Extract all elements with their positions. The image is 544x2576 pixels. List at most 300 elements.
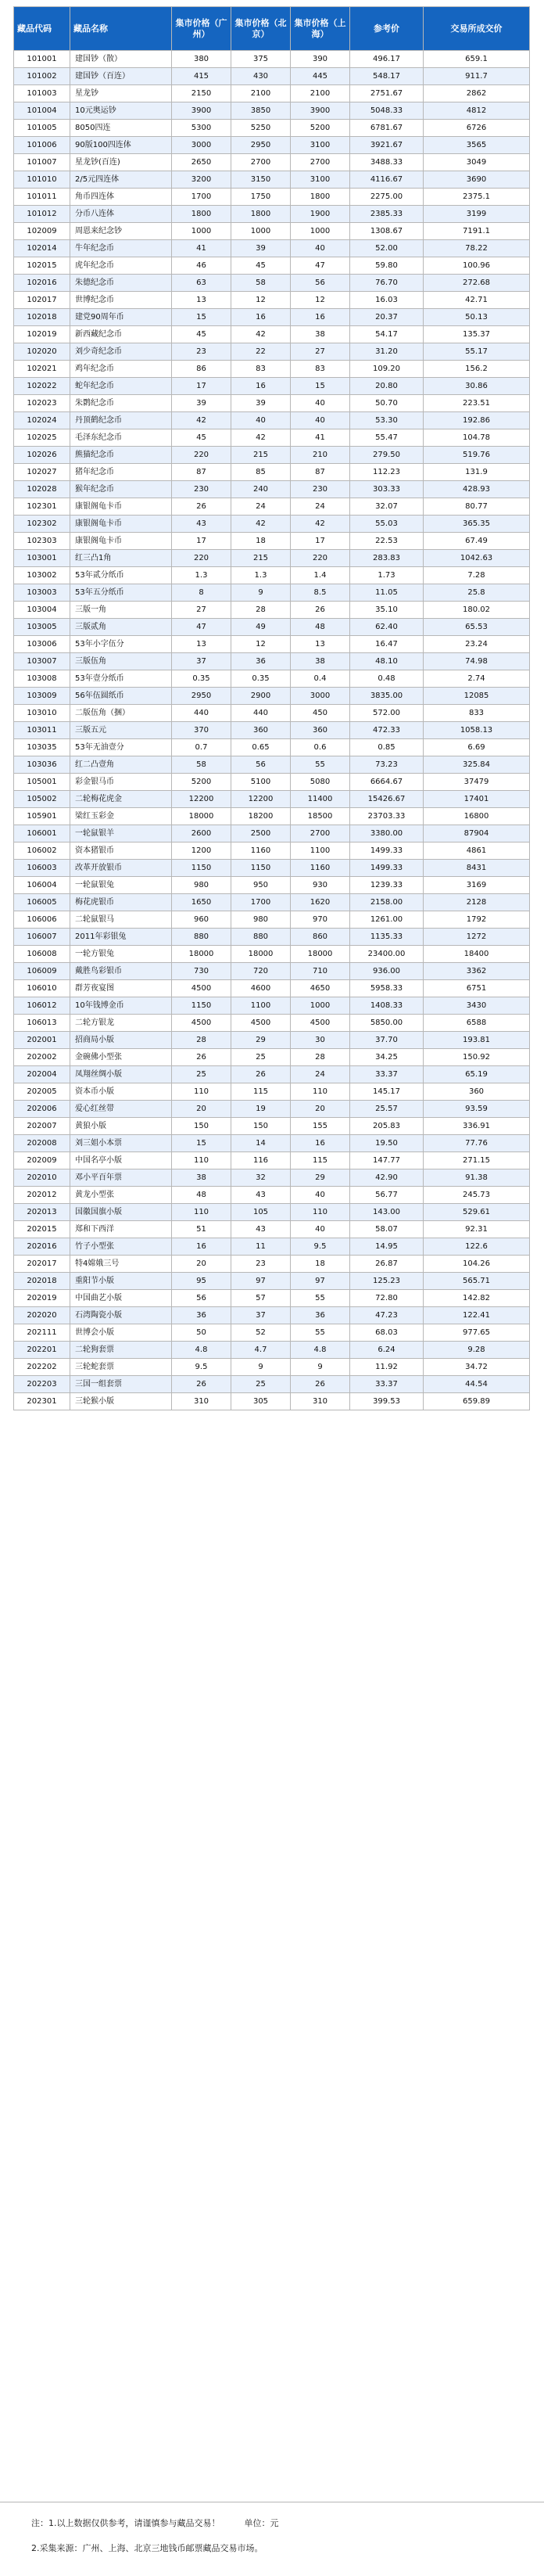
table-row	[14, 722, 530, 739]
cell-price-beijing: 3150	[231, 171, 291, 189]
cell-price-guangzhou: 13	[172, 636, 231, 653]
cell-price-guangzhou: 380	[172, 51, 231, 68]
cell-code: 202017	[14, 1256, 70, 1273]
cell-price-shanghai: 29	[291, 1169, 350, 1187]
cell-price-guangzhou: 3200	[172, 171, 231, 189]
cell-price-beijing: 42	[231, 429, 291, 447]
table-row	[14, 653, 530, 670]
cell-price-guangzhou: 3900	[172, 102, 231, 120]
cell-name: 熊猫纪念币	[70, 447, 172, 464]
cell-exchange-price: 9.28	[424, 1342, 530, 1359]
cell-price-guangzhou: 2650	[172, 154, 231, 171]
cell-code: 106012	[14, 997, 70, 1015]
cell-price-shanghai: 13	[291, 636, 350, 653]
cell-price-guangzhou: 230	[172, 481, 231, 498]
cell-exchange-price: 122.6	[424, 1238, 530, 1256]
table-row	[14, 326, 530, 343]
table-row	[14, 447, 530, 464]
note-disclaimer	[31, 2517, 279, 2529]
cell-code: 202007	[14, 1118, 70, 1135]
cell-reference-price: 34.25	[350, 1049, 424, 1066]
cell-price-beijing: 215	[231, 447, 291, 464]
table-row	[14, 412, 530, 429]
cell-price-beijing: 42	[231, 326, 291, 343]
cell-exchange-price: 428.93	[424, 481, 530, 498]
cell-name: 周恩来纪念钞	[70, 223, 172, 240]
cell-name: 邓小平百年票	[70, 1169, 172, 1187]
table-row	[14, 1187, 530, 1204]
cell-name: 黄龙小型张	[70, 1187, 172, 1204]
table-row	[14, 602, 530, 619]
cell-price-guangzhou: 41	[172, 240, 231, 257]
cell-code: 103009	[14, 688, 70, 705]
cell-reference-price: 33.37	[350, 1066, 424, 1083]
cell-price-guangzhou: 1200	[172, 842, 231, 860]
cell-name: 爱心红丝带	[70, 1101, 172, 1118]
cell-exchange-price: 4861	[424, 842, 530, 860]
cell-reference-price: 20.37	[350, 309, 424, 326]
cell-reference-price: 1308.67	[350, 223, 424, 240]
cell-code: 202002	[14, 1049, 70, 1066]
table-row	[14, 1015, 530, 1032]
cell-name: 郑和下西洋	[70, 1221, 172, 1238]
cell-price-guangzhou: 0.7	[172, 739, 231, 756]
cell-exchange-price: 6751	[424, 980, 530, 997]
cell-price-beijing: 1150	[231, 860, 291, 877]
table-row	[14, 1256, 530, 1273]
cell-price-beijing: 18000	[231, 946, 291, 963]
cell-exchange-price: 77.76	[424, 1135, 530, 1152]
cell-name: 康银阁龟卡币	[70, 533, 172, 550]
cell-name: 丹顶鹤纪念币	[70, 412, 172, 429]
cell-exchange-price: 74.98	[424, 653, 530, 670]
table-row	[14, 51, 530, 68]
cell-exchange-price: 3362	[424, 963, 530, 980]
cell-code: 103007	[14, 653, 70, 670]
cell-price-beijing: 28	[231, 602, 291, 619]
cell-name: 群芳夜宴图	[70, 980, 172, 997]
cell-price-guangzhou: 220	[172, 550, 231, 567]
cell-name: 康银阁龟卡币	[70, 498, 172, 516]
cell-code: 102021	[14, 361, 70, 378]
cell-exchange-price: 659.1	[424, 51, 530, 68]
table-row	[14, 619, 530, 636]
cell-code: 101010	[14, 171, 70, 189]
cell-exchange-price: 7191.1	[424, 223, 530, 240]
cell-exchange-price: 245.73	[424, 1187, 530, 1204]
table-row	[14, 705, 530, 722]
cell-reference-price: 2275.00	[350, 189, 424, 206]
cell-exchange-price: 1042.63	[424, 550, 530, 567]
cell-price-beijing: 37	[231, 1307, 291, 1324]
cell-price-beijing: 14	[231, 1135, 291, 1152]
cell-exchange-price: 135.37	[424, 326, 530, 343]
cell-code: 101012	[14, 206, 70, 223]
cell-price-beijing: 2950	[231, 137, 291, 154]
cell-code: 101005	[14, 120, 70, 137]
cell-reference-price: 59.80	[350, 257, 424, 275]
cell-name: 建国钞（散）	[70, 51, 172, 68]
table-row	[14, 1032, 530, 1049]
cell-price-beijing: 16	[231, 378, 291, 395]
cell-price-guangzhou: 4500	[172, 1015, 231, 1032]
table-row	[14, 550, 530, 567]
cell-code: 202008	[14, 1135, 70, 1152]
cell-exchange-price: 2375.1	[424, 189, 530, 206]
cell-exchange-price: 1058.13	[424, 722, 530, 739]
table-row	[14, 670, 530, 688]
cell-name: 资本币小版	[70, 1083, 172, 1101]
cell-exchange-price: 180.02	[424, 602, 530, 619]
cell-code: 103002	[14, 567, 70, 584]
cell-reference-price: 147.77	[350, 1152, 424, 1169]
cell-reference-price: 3380.00	[350, 825, 424, 842]
cell-price-guangzhou: 310	[172, 1393, 231, 1410]
header-price-shanghai: 集市价格（上海）	[291, 7, 350, 51]
cell-price-shanghai: 3100	[291, 137, 350, 154]
cell-code: 202301	[14, 1393, 70, 1410]
table-row	[14, 516, 530, 533]
cell-code: 202018	[14, 1273, 70, 1290]
cell-code: 102022	[14, 378, 70, 395]
table-row	[14, 808, 530, 825]
cell-price-guangzhou: 8	[172, 584, 231, 602]
cell-reference-price: 50.70	[350, 395, 424, 412]
cell-price-shanghai: 0.6	[291, 739, 350, 756]
table-row	[14, 584, 530, 602]
cell-price-guangzhou: 45	[172, 429, 231, 447]
cell-exchange-price: 17401	[424, 791, 530, 808]
cell-code: 103001	[14, 550, 70, 567]
cell-reference-price: 76.70	[350, 275, 424, 292]
cell-reference-price: 496.17	[350, 51, 424, 68]
cell-code: 202009	[14, 1152, 70, 1169]
cell-exchange-price: 44.54	[424, 1376, 530, 1393]
cell-reference-price: 15426.67	[350, 791, 424, 808]
cell-price-shanghai: 4.8	[291, 1342, 350, 1359]
cell-price-beijing: 360	[231, 722, 291, 739]
cell-price-shanghai: 860	[291, 929, 350, 946]
cell-price-shanghai: 47	[291, 257, 350, 275]
table-row	[14, 825, 530, 842]
cell-price-guangzhou: 4500	[172, 980, 231, 997]
cell-price-shanghai: 1620	[291, 894, 350, 911]
header-price-guangzhou: 集市价格（广州）	[172, 7, 231, 51]
cell-price-shanghai: 5200	[291, 120, 350, 137]
cell-name: 康银阁龟卡币	[70, 516, 172, 533]
cell-code: 102027	[14, 464, 70, 481]
cell-reference-price: 399.53	[350, 1393, 424, 1410]
cell-price-shanghai: 2700	[291, 825, 350, 842]
cell-code: 105001	[14, 774, 70, 791]
cell-reference-price: 16.03	[350, 292, 424, 309]
cell-price-shanghai: 26	[291, 1376, 350, 1393]
cell-price-beijing: 880	[231, 929, 291, 946]
cell-price-guangzhou: 39	[172, 395, 231, 412]
cell-price-beijing: 4.7	[231, 1342, 291, 1359]
table-row	[14, 636, 530, 653]
cell-reference-price: 73.23	[350, 756, 424, 774]
cell-code: 102024	[14, 412, 70, 429]
cell-name: 金碗佛小型张	[70, 1049, 172, 1066]
table-row	[14, 911, 530, 929]
cell-name: 招商局小版	[70, 1032, 172, 1049]
cell-price-guangzhou: 2150	[172, 85, 231, 102]
cell-price-shanghai: 110	[291, 1204, 350, 1221]
cell-price-guangzhou: 20	[172, 1256, 231, 1273]
table-row	[14, 1393, 530, 1410]
cell-price-beijing: 215	[231, 550, 291, 567]
cell-price-guangzhou: 63	[172, 275, 231, 292]
table-row	[14, 1152, 530, 1169]
cell-code: 106005	[14, 894, 70, 911]
cell-exchange-price: 42.71	[424, 292, 530, 309]
cell-name: 53年贰分纸币	[70, 567, 172, 584]
cell-name: 毛泽东纪念币	[70, 429, 172, 447]
cell-reference-price: 1499.33	[350, 842, 424, 860]
cell-price-guangzhou: 45	[172, 326, 231, 343]
cell-exchange-price: 67.49	[424, 533, 530, 550]
cell-price-beijing: 720	[231, 963, 291, 980]
table-row	[14, 171, 530, 189]
cell-code: 202005	[14, 1083, 70, 1101]
cell-price-shanghai: 48	[291, 619, 350, 636]
cell-name: 凤翔丝绸小版	[70, 1066, 172, 1083]
cell-price-guangzhou: 28	[172, 1032, 231, 1049]
cell-exchange-price: 271.15	[424, 1152, 530, 1169]
table-row	[14, 963, 530, 980]
cell-price-shanghai: 5080	[291, 774, 350, 791]
cell-reference-price: 0.85	[350, 739, 424, 756]
cell-name: 一轮方银兔	[70, 946, 172, 963]
cell-code: 102303	[14, 533, 70, 550]
cell-code: 202010	[14, 1169, 70, 1187]
cell-code: 106003	[14, 860, 70, 877]
cell-price-guangzhou: 2600	[172, 825, 231, 842]
cell-reference-price: 25.57	[350, 1101, 424, 1118]
table-row	[14, 102, 530, 120]
cell-reference-price: 19.50	[350, 1135, 424, 1152]
cell-reference-price: 112.23	[350, 464, 424, 481]
cell-code: 202016	[14, 1238, 70, 1256]
header-exchange-price: 交易所成交价	[424, 7, 530, 51]
cell-reference-price: 52.00	[350, 240, 424, 257]
cell-reference-price: 47.23	[350, 1307, 424, 1324]
cell-price-guangzhou: 43	[172, 516, 231, 533]
table-row	[14, 1169, 530, 1187]
cell-reference-price: 303.33	[350, 481, 424, 498]
cell-exchange-price: 16800	[424, 808, 530, 825]
table-row	[14, 481, 530, 498]
cell-reference-price: 1.73	[350, 567, 424, 584]
cell-name: 2011年彩银兔	[70, 929, 172, 946]
cell-name: 三版五元	[70, 722, 172, 739]
cell-price-shanghai: 30	[291, 1032, 350, 1049]
cell-reference-price: 548.17	[350, 68, 424, 85]
cell-reference-price: 6781.67	[350, 120, 424, 137]
cell-code: 202006	[14, 1101, 70, 1118]
cell-price-shanghai: 445	[291, 68, 350, 85]
cell-exchange-price: 122.41	[424, 1307, 530, 1324]
cell-name: 猪年纪念币	[70, 464, 172, 481]
cell-exchange-price: 55.17	[424, 343, 530, 361]
cell-price-beijing: 1800	[231, 206, 291, 223]
cell-name: 二轮鼠银马	[70, 911, 172, 929]
cell-exchange-price: 911.7	[424, 68, 530, 85]
table-row	[14, 189, 530, 206]
cell-name: 一轮鼠银兔	[70, 877, 172, 894]
cell-price-shanghai: 1000	[291, 997, 350, 1015]
cell-code: 106001	[14, 825, 70, 842]
cell-price-beijing: 240	[231, 481, 291, 498]
cell-price-shanghai: 36	[291, 1307, 350, 1324]
cell-price-guangzhou: 17	[172, 378, 231, 395]
table-row	[14, 120, 530, 137]
cell-price-guangzhou: 370	[172, 722, 231, 739]
cell-name: 石湾陶瓷小版	[70, 1307, 172, 1324]
cell-price-shanghai: 12	[291, 292, 350, 309]
cell-name: 红三凸1角	[70, 550, 172, 567]
cell-code: 102009	[14, 223, 70, 240]
cell-price-shanghai: 87	[291, 464, 350, 481]
cell-price-guangzhou: 42	[172, 412, 231, 429]
cell-price-beijing: 57	[231, 1290, 291, 1307]
cell-name: 彩金银马币	[70, 774, 172, 791]
cell-price-beijing: 25	[231, 1376, 291, 1393]
cell-exchange-price: 23.24	[424, 636, 530, 653]
cell-price-shanghai: 42	[291, 516, 350, 533]
cell-code: 101006	[14, 137, 70, 154]
cell-exchange-price: 1792	[424, 911, 530, 929]
cell-exchange-price: 78.22	[424, 240, 530, 257]
table-row	[14, 68, 530, 85]
cell-code: 102018	[14, 309, 70, 326]
cell-price-beijing: 2700	[231, 154, 291, 171]
cell-exchange-price: 325.84	[424, 756, 530, 774]
header-code: 藏品代码	[14, 7, 70, 51]
table-row	[14, 206, 530, 223]
cell-name: 中国名亭小版	[70, 1152, 172, 1169]
cell-code: 102019	[14, 326, 70, 343]
cell-code: 106006	[14, 911, 70, 929]
cell-price-beijing: 9	[231, 584, 291, 602]
cell-exchange-price: 18400	[424, 946, 530, 963]
cell-price-shanghai: 1000	[291, 223, 350, 240]
cell-reference-price: 62.40	[350, 619, 424, 636]
cell-name: 梅花虎银币	[70, 894, 172, 911]
cell-exchange-price: 156.2	[424, 361, 530, 378]
cell-price-beijing: 18200	[231, 808, 291, 825]
cell-price-guangzhou: 1800	[172, 206, 231, 223]
cell-price-shanghai: 110	[291, 1083, 350, 1101]
cell-code: 103005	[14, 619, 70, 636]
table-row	[14, 1083, 530, 1101]
table-row	[14, 1049, 530, 1066]
cell-name: 一轮鼠银羊	[70, 825, 172, 842]
cell-price-guangzhou: 37	[172, 653, 231, 670]
cell-name: 星龙钞(百连)	[70, 154, 172, 171]
table-row	[14, 361, 530, 378]
cell-price-guangzhou: 36	[172, 1307, 231, 1324]
cell-reference-price: 125.23	[350, 1273, 424, 1290]
cell-price-shanghai: 18	[291, 1256, 350, 1273]
cell-reference-price: 55.47	[350, 429, 424, 447]
cell-exchange-price: 3565	[424, 137, 530, 154]
cell-price-shanghai: 20	[291, 1101, 350, 1118]
cell-price-guangzhou: 960	[172, 911, 231, 929]
cell-exchange-price: 6.69	[424, 739, 530, 756]
cell-reference-price: 31.20	[350, 343, 424, 361]
table-row	[14, 464, 530, 481]
cell-price-beijing: 1700	[231, 894, 291, 911]
cell-name: 90版100四连体	[70, 137, 172, 154]
cell-price-beijing: 16	[231, 309, 291, 326]
cell-price-shanghai: 220	[291, 550, 350, 567]
cell-price-shanghai: 970	[291, 911, 350, 929]
cell-name: 建国钞（百连）	[70, 68, 172, 85]
table-row	[14, 395, 530, 412]
cell-exchange-price: 2862	[424, 85, 530, 102]
table-row	[14, 1101, 530, 1118]
table-row	[14, 378, 530, 395]
cell-exchange-price: 223.51	[424, 395, 530, 412]
cell-price-shanghai: 38	[291, 653, 350, 670]
cell-reference-price: 54.17	[350, 326, 424, 343]
cell-exchange-price: 3430	[424, 997, 530, 1015]
cell-price-guangzhou: 58	[172, 756, 231, 774]
cell-price-shanghai: 56	[291, 275, 350, 292]
cell-reference-price: 56.77	[350, 1187, 424, 1204]
table-row	[14, 309, 530, 326]
cell-exchange-price: 529.61	[424, 1204, 530, 1221]
table-row	[14, 1118, 530, 1135]
cell-price-shanghai: 16	[291, 309, 350, 326]
cell-reference-price: 37.70	[350, 1032, 424, 1049]
cell-price-guangzhou: 4.8	[172, 1342, 231, 1359]
table-row	[14, 1342, 530, 1359]
cell-price-shanghai: 930	[291, 877, 350, 894]
table-row	[14, 1238, 530, 1256]
table-row	[14, 739, 530, 756]
cell-exchange-price: 93.59	[424, 1101, 530, 1118]
cell-name: 梁红玉彩金	[70, 808, 172, 825]
cell-price-guangzhou: 95	[172, 1273, 231, 1290]
cell-name: 刘少奇纪念币	[70, 343, 172, 361]
table-row	[14, 980, 530, 997]
cell-price-shanghai: 3000	[291, 688, 350, 705]
cell-name: 鸡年纪念币	[70, 361, 172, 378]
cell-reference-price: 22.53	[350, 533, 424, 550]
table-row	[14, 688, 530, 705]
table-row	[14, 894, 530, 911]
cell-price-shanghai: 55	[291, 1324, 350, 1342]
table-row	[14, 1204, 530, 1221]
cell-price-beijing: 83	[231, 361, 291, 378]
cell-name: 牛年纪念币	[70, 240, 172, 257]
cell-price-guangzhou: 220	[172, 447, 231, 464]
table-row	[14, 275, 530, 292]
cell-exchange-price: 37479	[424, 774, 530, 791]
cell-name: 朱德纪念币	[70, 275, 172, 292]
cell-exchange-price: 65.19	[424, 1066, 530, 1083]
cell-code: 106004	[14, 877, 70, 894]
cell-exchange-price: 30.86	[424, 378, 530, 395]
cell-reference-price: 2158.00	[350, 894, 424, 911]
cell-reference-price: 32.07	[350, 498, 424, 516]
cell-exchange-price: 1272	[424, 929, 530, 946]
cell-name: 53年无油壹分	[70, 739, 172, 756]
cell-name: 星龙钞	[70, 85, 172, 102]
